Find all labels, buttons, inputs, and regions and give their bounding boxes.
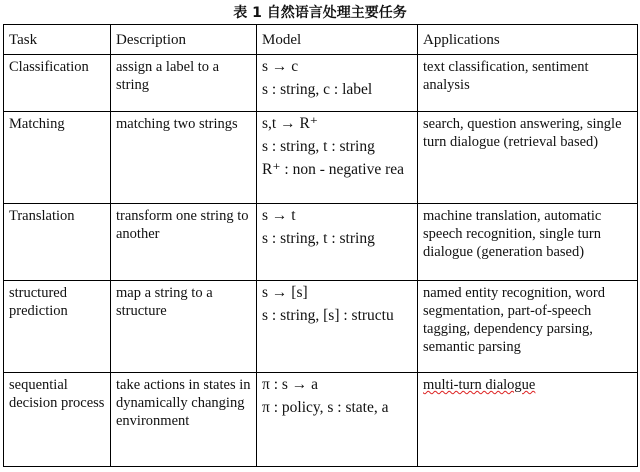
model-formula: s → t — [262, 207, 296, 224]
model-cell — [257, 204, 418, 281]
table-row — [4, 55, 638, 112]
description-cell: map a string to a structure — [111, 281, 257, 373]
model-cell — [257, 281, 418, 373]
column-header-applications: Applications — [418, 25, 638, 55]
column-header-task: Task — [4, 25, 111, 55]
model-formula: s : string, c : label — [262, 81, 373, 98]
applications-cell — [418, 373, 638, 467]
description-cell: matching two strings — [111, 112, 257, 204]
model-formula: s,t → R⁺ — [262, 115, 318, 132]
description-cell: take actions in states in dynamically changing environment — [111, 373, 257, 467]
applications-cell: search, question answering, single turn dialogue (retrieval based) — [418, 112, 638, 204]
model-formula: s → c — [262, 58, 299, 75]
model-formula: R⁺ : non - negative rea — [262, 161, 405, 178]
table-row — [4, 204, 638, 281]
model-formula: s → [s] — [262, 284, 308, 301]
table-header-row — [4, 25, 638, 55]
task-cell: structured prediction — [4, 281, 111, 373]
model-formula: s : string, [s] : structu — [262, 307, 394, 324]
model-formula: π : s → a — [262, 376, 319, 393]
applications-cell: text classification, sentiment analysis — [418, 55, 638, 112]
task-cell: Translation — [4, 204, 111, 281]
column-header-description: Description — [111, 25, 257, 55]
applications-cell: machine translation, automatic speech recognition, single turn dialogue (generation based) — [418, 204, 638, 281]
column-header-model: Model — [257, 25, 418, 55]
table-caption: 表 1 自然语言处理主要任务 — [233, 5, 407, 21]
model-cell — [257, 55, 418, 112]
task-cell: Classification — [4, 55, 111, 112]
applications-text: multi-turn dialogue — [423, 377, 536, 393]
task-cell: sequential decision process — [4, 373, 111, 467]
model-cell — [257, 373, 418, 467]
table-row — [4, 112, 638, 204]
task-cell: Matching — [4, 112, 111, 204]
table-row — [4, 281, 638, 373]
model-formula: s : string, t : string — [262, 138, 375, 155]
applications-cell: named entity recognition, word segmentation, part-of-speech tagging, dependency parsing, semantic parsing — [418, 281, 638, 373]
description-cell: assign a label to a string — [111, 55, 257, 112]
nlp-tasks-table — [3, 24, 638, 467]
model-formula: s : string, t : string — [262, 230, 375, 247]
model-cell — [257, 112, 418, 204]
description-cell: transform one string to another — [111, 204, 257, 281]
model-formula: π : policy, s : state, a — [262, 399, 389, 416]
table-row — [4, 373, 638, 467]
